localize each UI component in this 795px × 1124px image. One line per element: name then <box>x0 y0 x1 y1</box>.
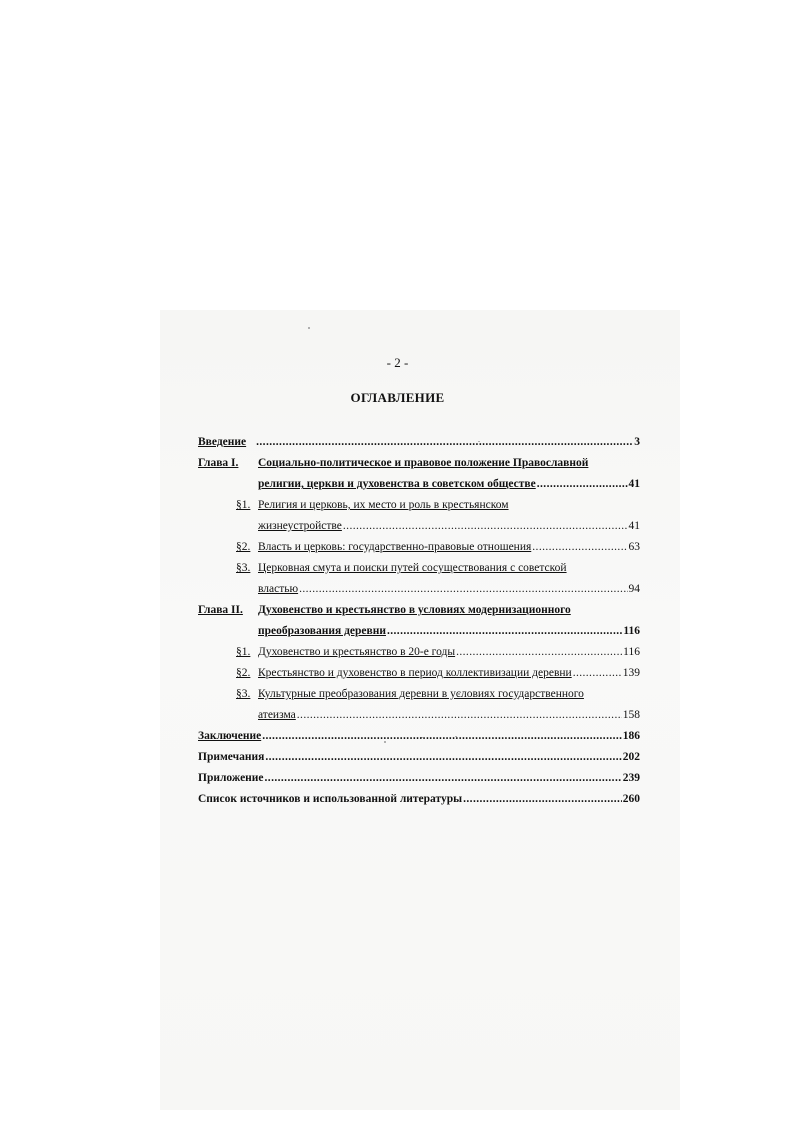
toc-conclusion-label: Заключение <box>198 730 262 742</box>
toc-page-number: 116 <box>623 625 640 637</box>
toc-entry-section-1-1-line1[interactable] <box>198 495 640 516</box>
toc-page-number: 186 <box>622 730 640 742</box>
toc-entry-chapter-1-line1[interactable] <box>198 453 640 474</box>
toc-title: ОГЛАВЛЕНИЕ <box>350 390 445 405</box>
toc-section-label: §1. <box>236 499 251 511</box>
toc-page-number: 116 <box>623 646 640 658</box>
toc-section-label: §2. <box>236 541 251 553</box>
toc-section-1-1-title-line1: Религия и церковь, их место и роль в крестьянском <box>258 499 509 511</box>
toc-page-number: 3 <box>634 436 640 448</box>
toc-entry-section-2-3-line2[interactable] <box>198 705 640 726</box>
toc-leader-dots <box>265 768 622 789</box>
toc-leader-dots <box>343 516 628 537</box>
toc-entry-section-1-3-line1[interactable] <box>198 558 640 579</box>
scan-speck <box>308 327 310 329</box>
toc-entry-section-1-1-line2[interactable] <box>198 516 640 537</box>
toc-page-number: 41 <box>628 520 640 532</box>
toc-page-number: 260 <box>622 793 640 805</box>
toc-entry-section-1-2[interactable] <box>198 537 640 558</box>
toc-section-2-3-title-line2: атеизма <box>258 709 296 721</box>
table-of-contents <box>198 432 640 810</box>
toc-notes-label: Примечания <box>198 751 265 763</box>
toc-entry-appendix[interactable] <box>198 768 640 789</box>
toc-section-2-1-title: Духовенство и крестьянство в 20-е годы <box>258 646 456 658</box>
toc-entry-chapter-2-line2[interactable] <box>198 621 640 642</box>
toc-section-1-1-title-line2: жизнеустройстве <box>258 520 342 532</box>
toc-entry-chapter-2-line1[interactable] <box>198 600 640 621</box>
toc-section-1-3-title-line1: Церковная смута и поиски путей сосуществования с советской <box>258 562 567 574</box>
toc-section-1-2-title: Власть и церковь: государственно-правовые отношения <box>258 541 532 553</box>
toc-page-number: 139 <box>622 667 640 679</box>
toc-chapter-2-title-line1: Духовенство и крестьянство в условиях модернизационного <box>258 604 571 616</box>
toc-appendix-label: Приложение <box>198 772 264 784</box>
toc-section-2-2-title: Крестьянство и духовенство в период коллективизации деревни <box>258 667 572 679</box>
toc-section-label: §2. <box>236 667 251 679</box>
toc-entry-section-2-1[interactable] <box>198 642 640 663</box>
toc-leader-dots <box>532 537 627 558</box>
toc-entry-section-2-3-line1[interactable] <box>198 684 640 705</box>
toc-entry-intro[interactable] <box>198 432 640 453</box>
toc-leader-dots <box>387 621 622 642</box>
toc-section-2-3-title-line1: Культурные преобразования деревни в условиях государственного <box>258 688 584 700</box>
toc-chapter-1-label: Глава I. <box>198 457 239 469</box>
toc-leader-dots <box>297 705 622 726</box>
toc-entry-sources[interactable] <box>198 789 640 810</box>
toc-section-1-3-title-line2: властью <box>258 583 299 595</box>
toc-page-number: 94 <box>628 583 640 595</box>
toc-leader-dots <box>299 579 627 600</box>
toc-page-number: 41 <box>628 478 640 490</box>
toc-sources-label: Список источников и использованной литературы <box>198 793 463 805</box>
toc-leader-dots <box>256 432 633 453</box>
toc-chapter-2-title-line2: преобразования деревни <box>258 625 386 637</box>
toc-leader-dots <box>265 747 621 768</box>
toc-page-number: 239 <box>622 772 640 784</box>
toc-intro-label: Введение <box>198 436 247 448</box>
toc-entry-notes[interactable] <box>198 747 640 768</box>
toc-leader-dots <box>573 663 622 684</box>
toc-chapter-1-title-line2: религии, церкви и духовенства в советском обществе <box>258 478 536 490</box>
toc-entry-section-1-3-line2[interactable] <box>198 579 640 600</box>
toc-leader-dots <box>262 726 622 747</box>
toc-leader-dots <box>537 474 628 495</box>
toc-section-label: §1. <box>236 646 251 658</box>
toc-entry-chapter-1-line2[interactable] <box>198 474 640 495</box>
toc-entry-section-2-2[interactable] <box>198 663 640 684</box>
toc-page-number: 63 <box>628 541 640 553</box>
toc-entry-conclusion[interactable] <box>198 726 640 747</box>
toc-chapter-2-label: Глава II. <box>198 604 243 616</box>
toc-page-number: 158 <box>622 709 640 721</box>
toc-section-label: §3. <box>236 562 251 574</box>
toc-page-number: 202 <box>622 751 640 763</box>
toc-section-label: §3. <box>236 688 251 700</box>
toc-leader-dots <box>456 642 622 663</box>
page-number: - 2 - <box>386 355 409 370</box>
toc-leader-dots <box>463 789 622 810</box>
toc-chapter-1-title-line1: Социально-политическое и правовое положение Православной <box>258 457 589 469</box>
